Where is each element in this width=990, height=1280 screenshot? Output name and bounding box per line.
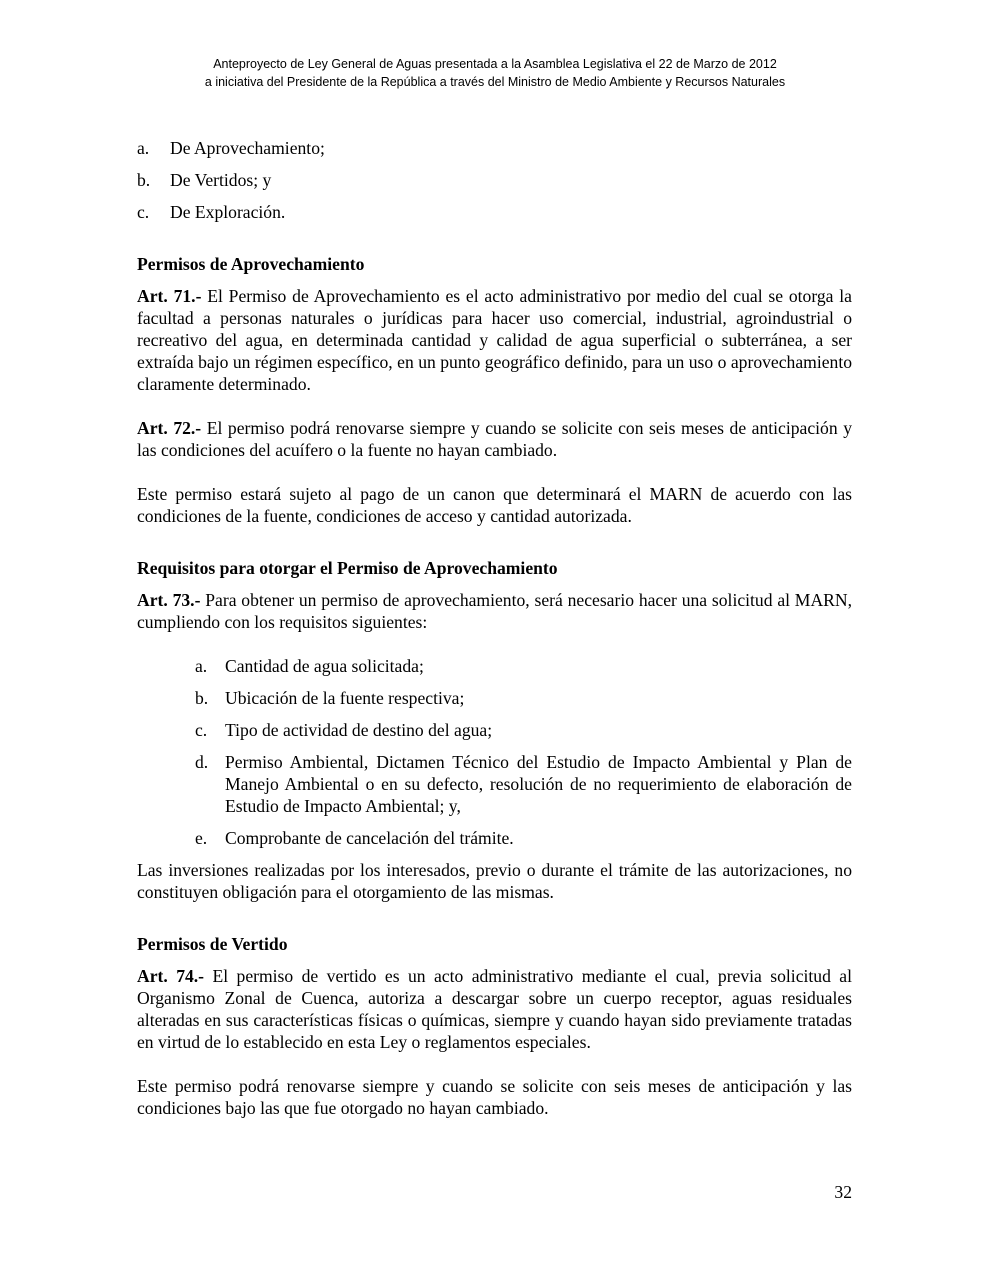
article-71 [137,285,852,395]
list-item [137,655,852,677]
list-item [137,719,852,741]
article-text: El permiso podrá renovarse siempre y cuando se solicite con seis meses de anticipación y las condiciones del acuífero o la fuente no hayan cambiado. [137,418,852,460]
list-marker: a. [137,138,150,158]
list-marker: c. [137,202,150,222]
section-heading-aprovechamiento: Permisos de Aprovechamiento [137,254,365,274]
header-line-2: a iniciativa del Presidente de la República a través del Ministro de Medio Ambiente y Recursos Naturales [204,75,786,89]
list-item [137,169,852,191]
list-item-text: Permiso Ambiental, Dictamen Técnico del Estudio de Impacto Ambiental y Plan de Manejo Ambiental o en su defecto, resolución de no requerimiento de elaboración de Estudio de Impacto Ambiental; y, [225,752,852,816]
list-item-text: De Exploración. [170,202,286,222]
list-item [137,687,852,709]
list-item-text: Tipo de actividad de destino del agua; [225,720,493,740]
paragraph-renovar: Este permiso podrá renovarse siempre y cuando se solicite con seis meses de anticipación y las condiciones bajo las que fue otorgado no hayan cambiado. [137,1076,852,1118]
list-item [137,201,852,223]
article-text: Para obtener un permiso de aprovechamiento, será necesario hacer una solicitud al MARN, cumpliendo con los requisitos siguientes: [137,590,852,632]
article-73 [137,589,852,633]
article-label: Art. 71.- [137,286,202,306]
list-item [137,827,852,849]
list-marker: a. [195,656,208,676]
paragraph-inversiones: Las inversiones realizadas por los interesados, previo o durante el trámite de las autorizaciones, no constituyen obligación para el otorgamiento de las mismas. [137,860,852,902]
page-header [0,55,990,91]
list-marker: d. [195,752,209,772]
article-label: Art. 73.- [137,590,201,610]
article-text: El permiso de vertido es un acto administrativo mediante el cual, previa solicitud al Organismo Zonal de Cuenca, autoriza a descargar sobre un cuerpo receptor, aguas residuales alteradas en sus características físicas o químicas, siempre y cuando hayan sido previamente tratadas en virtud de lo establecido en esta Ley o reglamentos especiales. [137,966,852,1052]
section-heading-requisitos: Requisitos para otorgar el Permiso de Aprovechamiento [137,558,558,578]
article-74 [137,965,852,1053]
document-body [137,137,852,1119]
article-text: El Permiso de Aprovechamiento es el acto administrativo por medio del cual se otorga la facultad a personas naturales o jurídicas para hacer uso comercial, industrial, agroindustrial o recreativo del agua, en determinada cantidad y calidad de agua superficial o subterránea, a ser extraída bajo un régimen específico, en un punto geográfico definido, para un uso o aprovechamiento claramente determinado. [137,286,852,394]
list-item-text: De Aprovechamiento; [170,138,325,158]
permit-types-list [137,137,852,223]
section-heading-vertido: Permisos de Vertido [137,934,288,954]
article-label: Art. 74.- [137,966,205,986]
list-item-text: Ubicación de la fuente respectiva; [225,688,465,708]
header-line-1: Anteproyecto de Ley General de Aguas presentada a la Asamblea Legislativa el 22 de Marzo de 2012 [213,57,777,71]
list-item-text: Cantidad de agua solicitada; [225,656,424,676]
article-72 [137,417,852,461]
list-marker: b. [137,170,151,190]
list-item [137,137,852,159]
requirements-list [137,655,852,849]
list-item [137,751,852,817]
article-label: Art. 72.- [137,418,202,438]
page-number: 32 [834,1182,852,1202]
list-item-text: Comprobante de cancelación del trámite. [225,828,514,848]
list-marker: b. [195,688,209,708]
list-marker: e. [195,828,208,848]
list-item-text: De Vertidos; y [170,170,272,190]
list-marker: c. [195,720,208,740]
paragraph-canon: Este permiso estará sujeto al pago de un canon que determinará el MARN de acuerdo con las condiciones de la fuente, condiciones de acceso y cantidad autorizada. [137,484,852,526]
